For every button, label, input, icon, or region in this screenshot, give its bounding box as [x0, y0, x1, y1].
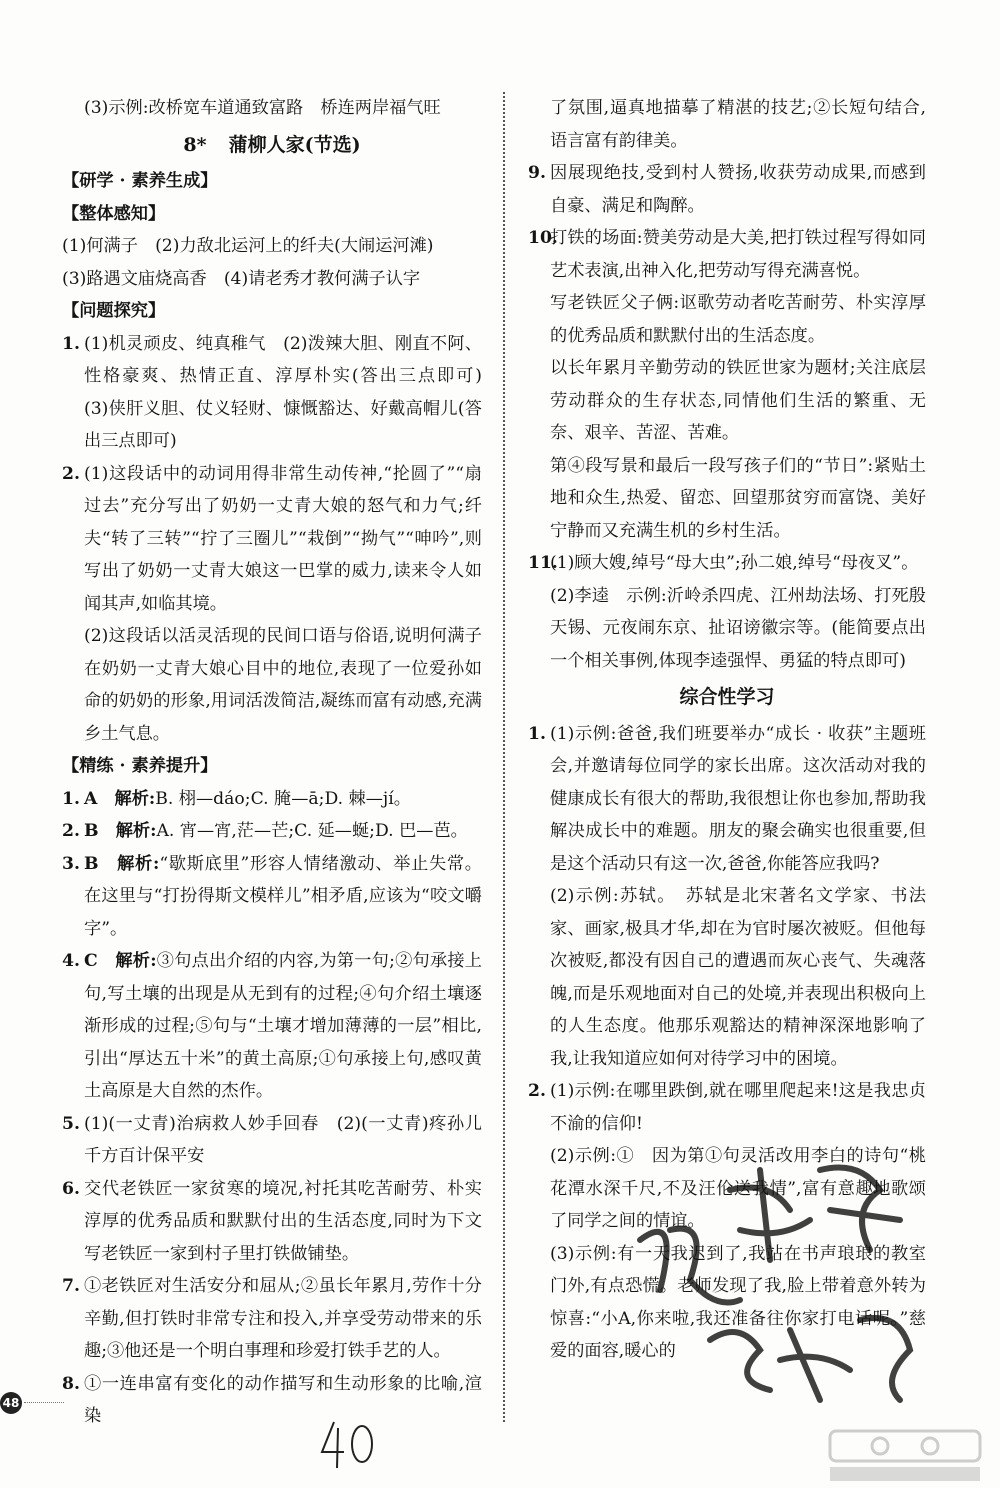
answer-item [62, 815, 482, 848]
answer-item [62, 945, 482, 1108]
answer-text: (1)机灵顽皮、纯真稚气 (2)泼辣大胆、刚直不阿、性格豪爽、热情正直、淳厚朴实(答出三点即可) (3)侠肝义胆、仗义轻财、慷慨豁达、好戴高帽儿(答出三点即可) [84, 333, 500, 451]
answer-number: 5. [62, 1113, 80, 1134]
answer-item [62, 1108, 482, 1173]
answer-text: 打铁的场面:赞美劳动是大美,把打铁过程写得如同艺术表演,出神入化,把劳动写得充满喜悦。 [550, 228, 926, 281]
answer-item [62, 1173, 482, 1271]
left-column [62, 92, 500, 1433]
answer-number: 2. [62, 821, 80, 841]
answer-paragraph: (2)示例:① 因为第①句灵活改用李白的诗句“桃花潭水深千尺,不及汪伦送我情”,富有意趣地歌颂了同学之间的情谊。 [550, 1146, 926, 1231]
answer-number: 4. [62, 951, 80, 971]
answer-number: 2. [62, 463, 80, 484]
answer-paragraph: (2)这段话以活灵活现的民间口语与俗语,说明何满子在奶奶一丈青大娘心目中的地位,表现了一位爱孙如命的奶奶的形象,用词活泼简洁,凝练而富有动感,充满乡土气息。 [84, 626, 482, 744]
answer-paragraph: 第④段写景和最后一段写孩子们的“节日”:紧贴土地和众生,热爱、留恋、回望那贫穷而富饶、美好宁静而又充满生机的乡村生活。 [550, 455, 926, 541]
section-heading: 【问题探究】 [62, 301, 166, 321]
answer-number: 1. [62, 333, 80, 354]
section-number: 8* [183, 133, 207, 156]
answer-text: ①一连串富有变化的动作描写和生动形象的比喻,渲染 [84, 1373, 482, 1426]
answer-paragraph: (3)示例:改桥宽车道通致富路 桥连两岸福气旺 [84, 98, 441, 118]
answer-number: 6. [62, 1178, 80, 1199]
answer-item [62, 848, 482, 946]
section-title-text: 蒲柳人家(节选) [228, 133, 361, 156]
section-heading: 【研学 · 素养生成】 [62, 171, 218, 191]
answer-item [62, 783, 482, 816]
answer-paragraph: (2)李逵 示例:沂岭杀四虎、江州劫法场、打死殷天锡、元夜闹东京、扯诏谤徽宗等。(能简要点出一个相关事例,体现李逵强悍、勇猛的特点即可) [550, 585, 926, 671]
answer-text: (1)顾大嫂,绰号“母大虫”;孙二娘,绰号“母夜叉”。 [550, 553, 919, 573]
answer-paragraph: (2)示例:苏轼。 苏轼是北宋著名文学家、书法家、画家,极具才华,却在为官时屡次被贬。但他每次被贬,都没有因自己的遭遇而灰心丧气、失魂落魄,而是乐观地面对自己的处境,并表现出积极向上的人生态度。他那乐观豁达的精神深深地影响了我,让我知道应如何对待学习中的困境。 [550, 886, 926, 1069]
answer-number: 2. [528, 1081, 546, 1101]
answer-text: B. 栩—dáo;C. 腌—ā;D. 棘—jí。 [155, 788, 411, 809]
answer-paragraph: 了氛围,逼真地描摹了精湛的技艺;②长短句结合,语言富有韵律美。 [550, 98, 926, 151]
answer-item [528, 222, 926, 287]
answer-text: (1)示例:在哪里跌倒,就在哪里爬起来!这是我忠贞不渝的信仰! [550, 1081, 926, 1134]
answer-text: “歇斯底里”形容人情绪激动、举止失常。在这里与“打扮得斯文模样儿”相矛盾,应该为“咬文嚼字”。 [84, 853, 482, 939]
section-title [62, 129, 482, 162]
answer-text: 交代老铁匠一家贫寒的境况,衬托其吃苦耐劳、朴实淳厚的优秀品质和默默付出的生活态度,同时为下文写老铁匠一家到村子里打铁做铺垫。 [84, 1178, 482, 1264]
answer-item [528, 1075, 926, 1140]
answer-item [528, 157, 926, 222]
answer-number: 7. [62, 1276, 80, 1296]
section-heading: 【整体感知】 [62, 203, 166, 224]
answer-text: A. 宵—宵,茫—芒;C. 延—蜒;D. 巴—芭。 [156, 821, 468, 841]
answer-number: 3. [62, 853, 80, 874]
answer-number: 11. [528, 553, 558, 573]
answer-key: C 解析: [84, 951, 157, 971]
answer-item [62, 1368, 482, 1433]
handwritten-note-graphic [320, 1418, 380, 1470]
watermark-graphic [820, 1425, 990, 1485]
answer-text: (1)(一丈青)治病救人妙手回春 (2)(一丈青)疼孙儿千方百计保平安 [84, 1113, 482, 1166]
answer-item [62, 328, 500, 458]
answer-text: ①老铁匠对生活安分和屈从;②虽长年累月,劳作十分辛勤,但打铁时非常专注和投入,并享受劳动带来的乐趣;③他还是一个明白事理和珍爱打铁手艺的人。 [84, 1276, 482, 1361]
answer-key: B 解析: [84, 821, 157, 841]
answer-number: 1. [62, 788, 80, 809]
answer-item [62, 1270, 482, 1368]
stamp-graphic [620, 1150, 920, 1410]
answer-paragraph: 以长年累月辛勤劳动的铁匠世家为题材;关注底层劳动群众的生存状态,同情他们生活的繁重、无奈、艰辛、苦涩、苦难。 [550, 358, 926, 443]
answer-number: 8. [62, 1373, 80, 1394]
column-divider [503, 92, 505, 1422]
answer-item [528, 547, 926, 580]
answer-number: 1. [528, 723, 546, 744]
answer-item [528, 718, 926, 881]
answer-text: (1)这段话中的动词用得非常生动传神,“抡圆了”“扇过去”充分写出了奶奶一丈青大娘的怒气和力气;纤夫“转了三转”“拧了三圈儿”“栽倒”“拗气”“呻吟”,则写出了奶奶一丈青大娘这一巴掌的威力,读来令人如闻其声,如临其境。 [84, 463, 482, 614]
answer-key: B 解析: [84, 853, 160, 874]
answer-number: 9. [528, 163, 546, 183]
answer-key: A 解析: [84, 788, 156, 809]
page-number-dots [24, 1402, 64, 1403]
answer-paragraph: (3)示例:有一天我迟到了,我站在书声琅琅的教室门外,有点恐慌。老师发现了我,脸上带着意外转为惊喜:“小A,你来啦,我还准备往你家打电话呢。”慈爱的面容,暖心的 [550, 1243, 926, 1361]
answer-text: 因展现绝技,受到村人赞扬,收获劳动成果,而感到自豪、满足和陶醉。 [550, 163, 926, 216]
answer-paragraph: 写老铁匠父子俩:讴歌劳动者吃苦耐劳、朴实淳厚的优秀品质和默默付出的生活态度。 [550, 293, 926, 346]
page-number: 48 [0, 1392, 22, 1414]
answer-number: 10. [528, 228, 558, 248]
section-title-text: 综合性学习 [679, 686, 775, 708]
answer-paragraph: (3)路遇文庙烧高香 (4)请老秀才教何满子认字 [62, 268, 421, 289]
answer-text: ③句点出介绍的内容,为第一句;②句承接上句,写土壤的出现是从无到有的过程;④句介绍土壤逐渐形成的过程;⑤句与“土壤才增加薄薄的一层”相比,引出“厚达五十米”的黄土高原;①句承接上句,感叹黄土高原是大自然的杰作。 [84, 951, 482, 1101]
answer-paragraph: (1)何满子 (2)力敌北运河上的纤夫(大闹运河滩) [62, 236, 434, 256]
answer-text: (1)示例:爸爸,我们班要举办“成长 · 收获”主题班会,并邀请每位同学的家长出席。这次活动对我的健康成长有很大的帮助,我很想让你也参加,帮助我解决成长中的难题。朋友的聚会确实也很重要,但是这个活动只有这一次,爸爸,你能答应我吗? [550, 723, 926, 874]
section-title [528, 681, 926, 714]
answer-item [62, 458, 482, 621]
section-heading: 【精练 · 素养提升】 [62, 756, 218, 776]
